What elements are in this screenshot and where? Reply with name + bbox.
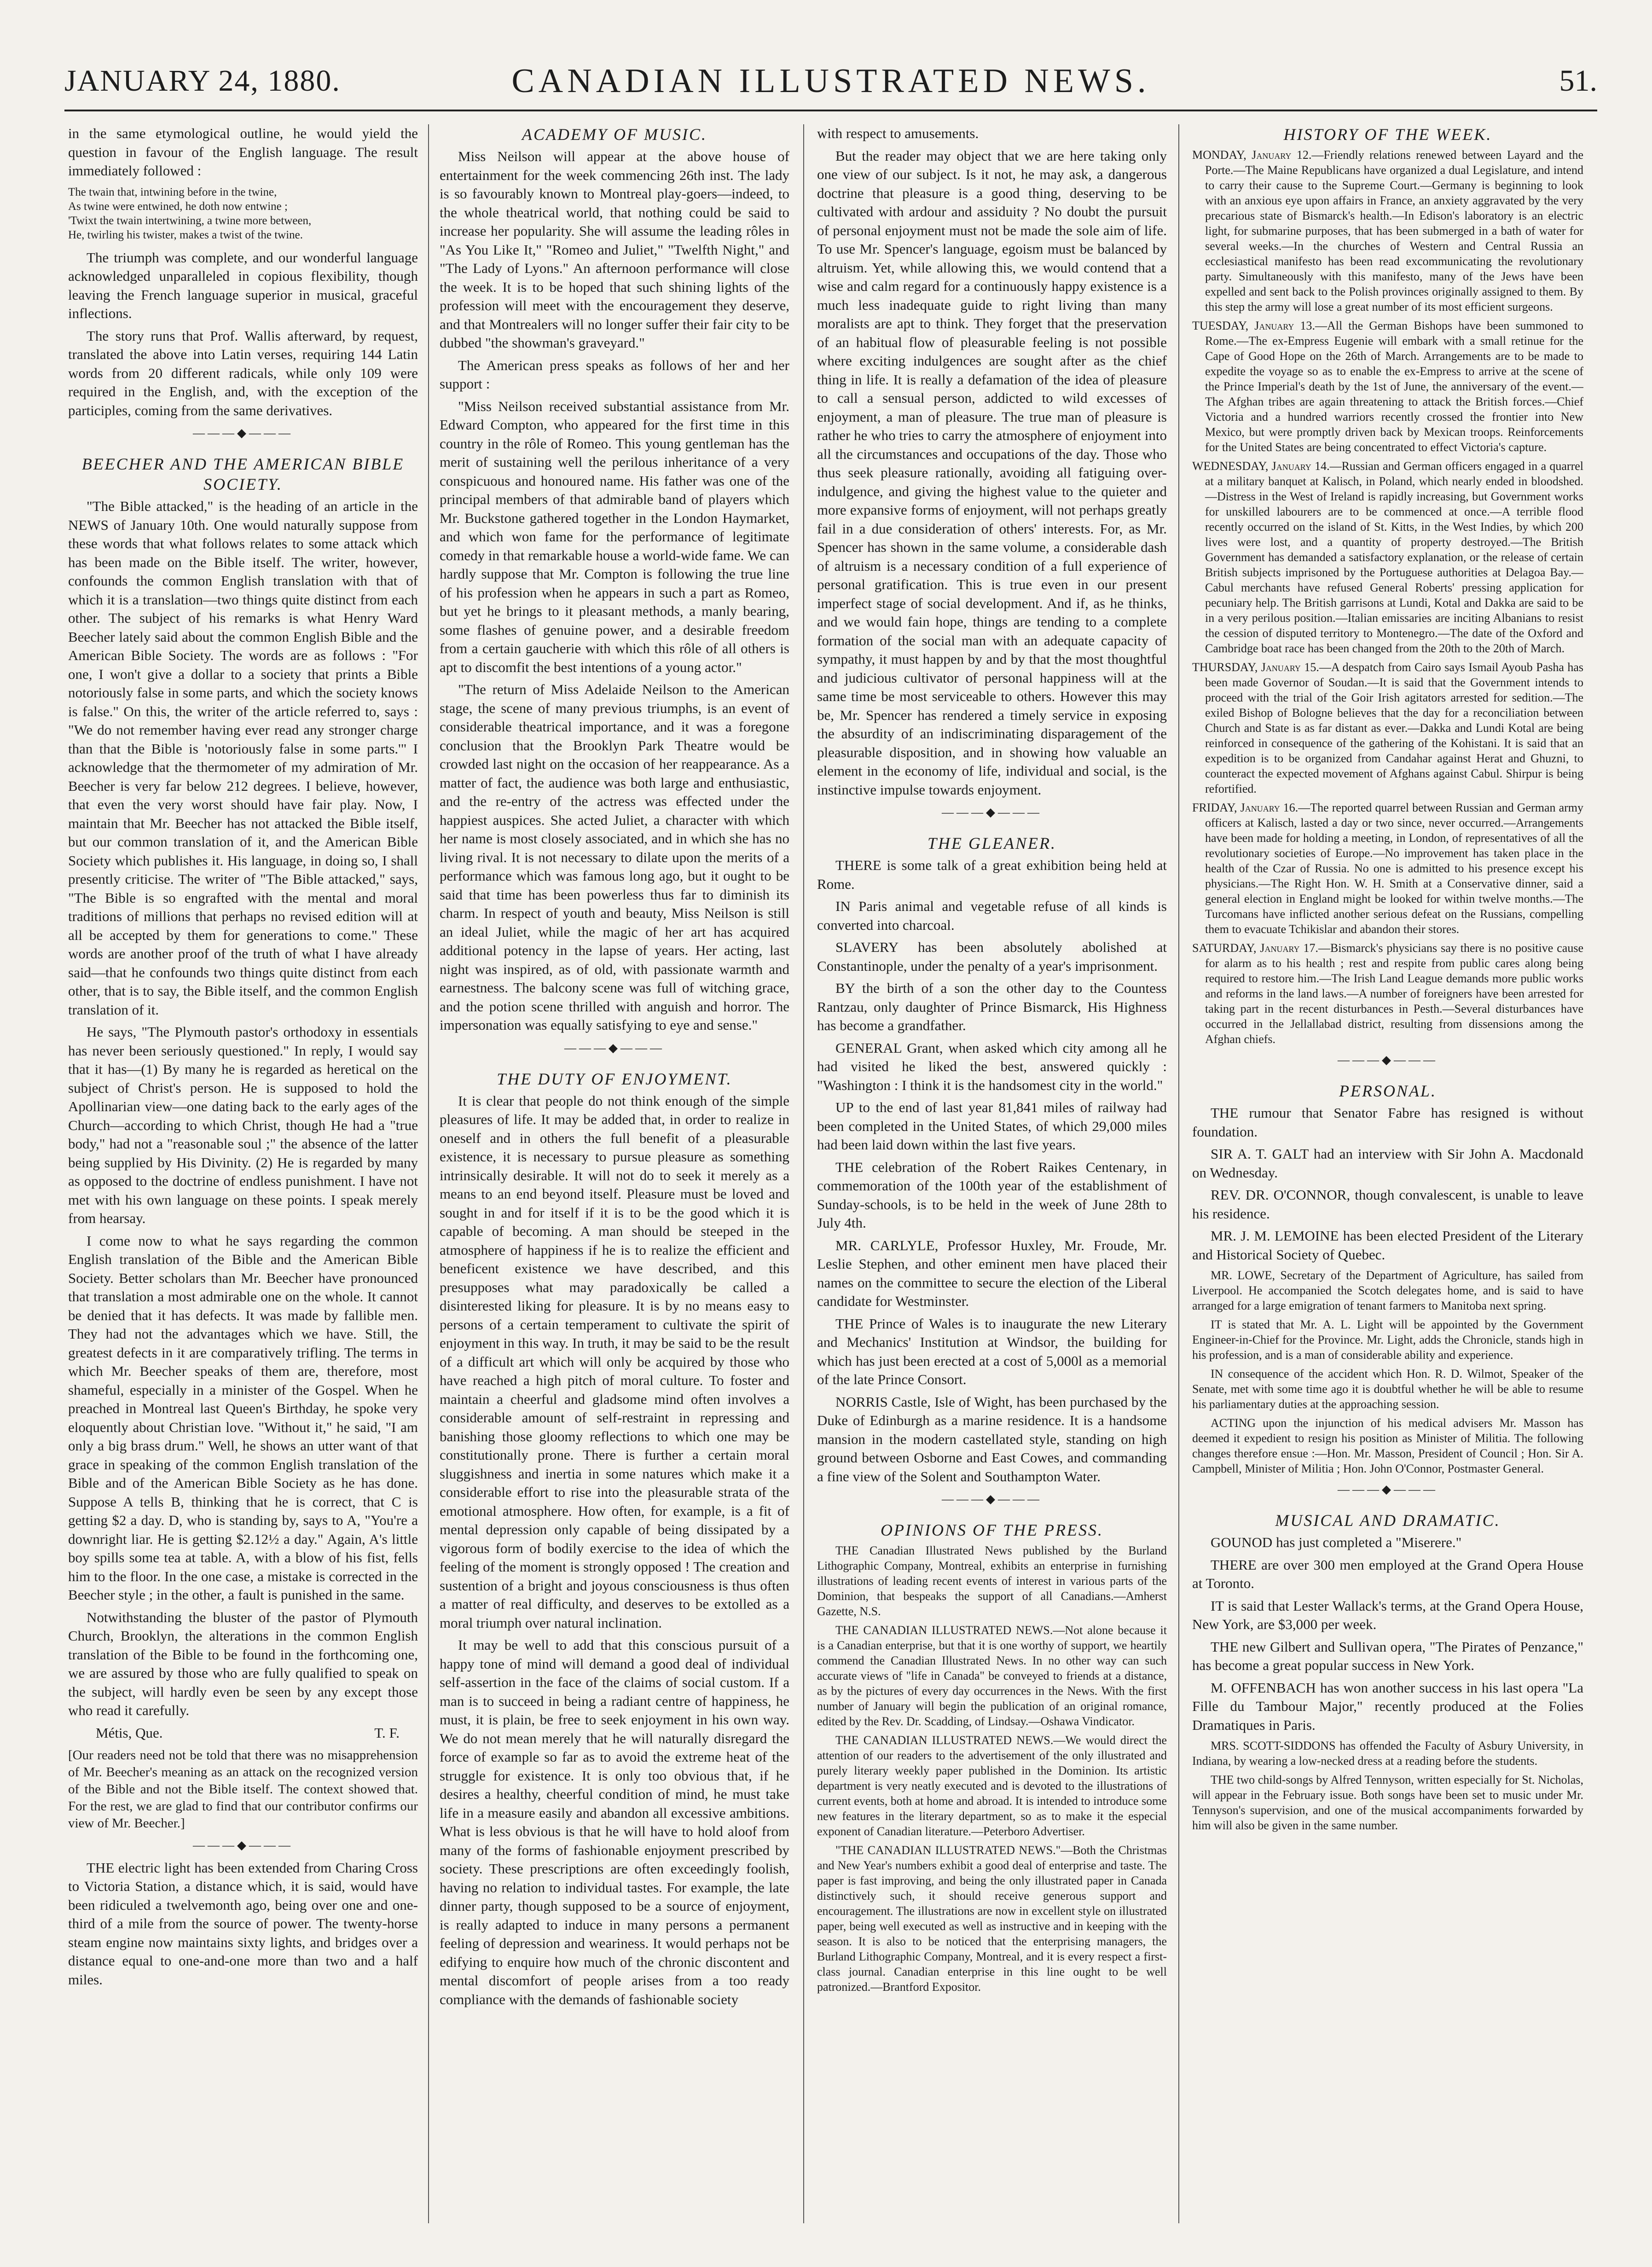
section-heading: BEECHER AND THE AMERICAN BIBLE SOCIETY. [81, 455, 405, 493]
section-heading: ACADEMY OF MUSIC. [522, 125, 707, 144]
gleaner-item: GENERAL Grant, when asked which city among all he had visited he liked the best, answered quickly : "Washington : I think it is the handsomest city in the world." [817, 1039, 1167, 1093]
column-3 [817, 124, 1167, 2232]
history-day: TUESDAY, January 13. [1192, 319, 1315, 332]
paragraph: "The return of Miss Adelaide Neilson to the American stage, the scene of many previous triumphs, is an event of considerable theatrical importance, and it was a foregone conclusion that the Brooklyn Park Theatre would be crowded last night on the occasion of her reappearance. As a matter of fact, the audience was both large and enthusiastic, and the re-entry of the actress was effected under the happiest auspices. She acted Juliet, a character with which her name is most closely associated, and in which she has no living rival. It is not necessary to dilate upon the merits of a performance which was famous long ago, but it ought to be said that time has been powerless thus far to diminish its charm. In respect of youth and beauty, Miss Neilson is still an ideal Juliet, while the magic of her art has acquired additional potency in the lapse of years. Her acting, last night was inspired, as of old, with passionate warmth and earnestness. The balcony scene was full of witching grace, and the potion scene thrilled with anguish and horror. The impersonation was equally satisfying to eye and sense." [440, 681, 789, 1033]
personal-item: MR. J. M. LEMOINE has been elected President of the Literary and Historical Society of Quebec. [1192, 1228, 1583, 1263]
signature-line [68, 1724, 418, 1742]
section-heading: THE GLEANER. [927, 834, 1056, 852]
signature-name: T. F. [374, 1724, 400, 1741]
history-text: —Bismarck's physicians say there is no positive cause for alarm as to his health ; rest and respite from public cares along being required to restore him.—The Irish Land League demands more public works and reforms in the land laws.—A number of foreigners have been arrested for taking part in the recent disturbances in Pesth.—Several disturbances have occurred in the Jellallabad district, resulting from dissensions among the Afghan chiefs. [1205, 941, 1583, 1046]
musical-item: THERE are over 300 men employed at the Grand Opera House at Toronto. [1192, 1556, 1583, 1591]
paragraph: The American press speaks as follows of her and her support : [440, 357, 789, 392]
column-4 [1192, 124, 1583, 2232]
editor-note: [Our readers need not be told that there was no misapprehension of Mr. Beecher's meaning as an attack on the recognized version of the Bible and not the Bible itself. The context showed that. For the rest, we are glad to find that our contributor confirms our view of Mr. Beecher.] [68, 1747, 418, 1831]
section-heading: OPINIONS OF THE PRESS. [881, 1521, 1103, 1539]
section-heading: THE DUTY OF ENJOYMENT. [497, 1069, 732, 1088]
masthead-title: CANADIAN ILLUSTRATED NEWS. [511, 62, 1150, 100]
paragraph: It may be well to add that this conscious pursuit of a happy tone of mind will demand a good deal of individual self-assertion in the face of the claims of social custom. If a man is to succeed in being a radiant centre of happiness, he must, it is plain, be free to seek enjoyment in his own way. We do not mean merely that he will naturally disregard the force of example so far as to avoid the extreme heat of the struggle for existence. It is only too obvious that, if he desires a healthy, cheerful condition of mind, he must take life in a measure easily and abandon all excessive ambitions. What is less obvious is that he will have to hold aloof from many of the forms of fashionable enjoyment prescribed by society. These prescriptions are often exceedingly foolish, having no relation to individual tastes. For example, the late dinner party, though supposed to be a source of enjoyment, is really adapted to induce in many persons a permanent feeling of depression and weariness. It would perhaps not be edifying to enquire how much of the chronic discontent and mental discomfort of people arises from a too ready compliance with the demands of fashionable society [440, 1637, 789, 2007]
personal-item: IN consequence of the accident which Hon. R. D. Wilmot, Speaker of the Senate, met with some time ago it is doubtful whether he will be able to resume his parliamentary duties at the approaching session. [1192, 1367, 1583, 1411]
column-divider [803, 124, 804, 2223]
musical-item: IT is said that Lester Wallack's terms, at the Grand Opera House, New York, are $3,000 per week. [1192, 1597, 1583, 1632]
history-text: —All the German Bishops have been summoned to Rome.—The ex-Empress Eugenie will embark with a small retinue for the Cape of Good Hope on the 26th of March. Arrangements are to be made to expedite the voyage so as to enable the ex-Empress to arrive at the scene of the Prince Imperial's death by the 1st of June, the anniversary of the event.—The Afghan tribes are again threatening to attack the British forces.—Chief Victoria and a hundred warriors recently crossed the frontier into New Mexico, but were promptly driven back by Mexican troops. Reinforcements for the United States are being concentrated to effect Victoria's capture. [1205, 319, 1583, 454]
ornament-divider: ———◆——— [1338, 1483, 1438, 1496]
history-entry [1192, 458, 1583, 656]
paragraph: He says, "The Plymouth pastor's orthodoxy in essentials has never been seriously questioned." In reply, I would say that it has—(1) By many he is regarded as heretical on the subject of Christ's person. He is supposed to hold the Apollinarian view—one dating back to the early ages of the Church—according to which Christ, though He had a "true body," had not a "reasonable soul ;" the absence of the latter being supplied by His Divinity. (2) He is regarded by many as opposed to the doctrine of endless punishment. I have not met with his own language on these points. I speak merely from hearsay. [68, 1024, 418, 1226]
musical-item: THE new Gilbert and Sullivan opera, "The Pirates of Penzance," has become a great popular success in New York. [1192, 1638, 1583, 1673]
signature-place: Métis, Que. [96, 1724, 163, 1741]
paragraph: THE electric light has been extended from Charing Cross to Victoria Station, a distance which, it is said, would have been ridiculed a twelvemonth ago, being over one and one-third of a mile from the source of power. The twenty-horse steam engine now maintains sixty lights, and bridges over a distance equal to one-and-one more than two and a half miles. [68, 1859, 418, 1988]
musical-item: GOUNOD has just completed a "Miserere." [1211, 1534, 1462, 1550]
history-day: FRIDAY, January 16. [1192, 801, 1298, 814]
verse-line: The twain that, intwining before in the twine, [68, 186, 277, 198]
paragraph: I come now to what he says regarding the common English translation of the Bible and the American Bible Society. Better scholars than Mr. Beecher have pronounced that translation a most admirable one on the whole. It cannot be denied that it has defects. It was made by fallible men. They had not the advantages which we have. Still, the greatest defects in it are comparatively trifling. The terms in which Mr. Beecher speaks of them are, therefore, most shameful, especially in a minister of the Gospel. When he preached in Montreal last Queen's Birthday, he spoke very eloquently about Christian love. "Without it," he said, "I am only a big brass drum." Well, he shows an utter want of that grace in speaking of the common English translation of the Bible and of the American Bible Society as he has done. Suppose A tells B, thinking that he is correct, that C is getting $2 a day. D, who is standing by, says to A, "You're a downright liar. He is getting $2.12½ a day." Again, A's little boy spills some tea at table. A, with a blow of his fist, fells him to the floor. In the one case, a mistake is corrected in the Beecher style ; in the other, a fault is punished in the same. [68, 1232, 418, 1603]
personal-item: IT is stated that Mr. A. L. Light will be appointed by the Government Engineer-in-Chief for the Province. Mr. Light, adds the Chronicle, stands high in his profession, and is a man of considerable ability and experience. [1192, 1318, 1583, 1362]
gleaner-item: THE Prince of Wales is to inaugurate the new Literary and Mechanics' Institution at Windsor, the building for which has just been erected at a cost of 5,000l as a memorial of the late Prince Consort. [817, 1315, 1167, 1387]
header-rule [64, 110, 1597, 111]
musical-item: THE two child-songs by Alfred Tennyson, written especially for St. Nicholas, will appear in the February issue. Both songs have been set to music under Mr. Tennyson's supervision, and one of the musical accompaniments forwarded by him will also be given in the same number. [1192, 1773, 1583, 1832]
paragraph: The story runs that Prof. Wallis afterward, by request, translated the above into Latin verses, requiring 144 Latin words from 20 different radicals, while only 109 were required in the English, and, with the exception of the participles, coming from the same derivatives. [68, 327, 418, 418]
ornament-divider: ———◆——— [942, 1492, 1042, 1506]
verse [68, 185, 418, 242]
paragraph: in the same etymological outline, he would yield the question in favour of the English language. The result immediately followed : [68, 125, 418, 179]
gleaner-item: BY the birth of a son the other day to the Countess Rantzau, only daughter of Prince Bismarck, His Highness has become a grandfather. [817, 980, 1167, 1033]
verse-line: As twine were entwined, he doth now entwine ; [68, 200, 288, 213]
section-heading: HISTORY OF THE WEEK. [1283, 125, 1492, 144]
press-opinion: THE CANADIAN ILLUSTRATED NEWS.—Not alone because it is a Canadian enterprise, but that it is one worthy of support, we heartily commend the Canadian Illustrated News. In no other way can such accurate views of "life in Canada" be conveyed to friends at a distance, as by the pictures of every day occurrences in the News. With the first number of January will begin the publication of an original romance, edited by the Rev. Dr. Scadding, of Lindsay.—Oshawa Vindicator. [817, 1623, 1167, 1728]
paragraph: with respect to amusements. [817, 125, 979, 141]
paragraph: "Miss Neilson received substantial assistance from Mr. Edward Compton, who appeared for the first time in this country in the rôle of Romeo. This young gentleman has the merit of sustaining well the perilous inheritance of a very conspicuous and honoured name. His father was one of the principal members of that admirable band of players which Mr. Buckstone gathered together in the London Haymarket, and which won fame for the performance of legitimate comedy in that remarkable house a world-wide fame. We can hardly suppose that Mr. Compton is following the true line of his profession when he appears in such a part as Romeo, but yet he brings to it pleasant methods, a manly bearing, some flashes of genuine power, and a desirable freedom from a certain gaucherie with which this rôle of all others is apt to discomfit the best intentions of a young actor." [440, 398, 789, 675]
column-1 [68, 124, 418, 2232]
history-day: SATURDAY, January 17. [1192, 941, 1318, 955]
history-text: —Russian and German officers engaged in a quarrel at a military banquet at Kalisch, in Poland, which nearly ended in bloodshed.—Distress in the West of Ireland is rapidly increasing, but Government works for unskilled labourers are to be commenced at once.—A terrible flood recently occurred on the island of St. Kitts, in the West Indies, by which 200 lives were lost, and a quantity of property destroyed.—The British Government has demanded a satisfactory explanation, or the release of certain British subjects imprisoned by the Portuguese authorities at Delagoa Bay.—Cabul merchants have refused General Roberts' pressing application for pecuniary help. The British garrisons at Lundi, Kotal and Dakka are said to be in a very perilous position.—Italian emissaries are inciting Albanians to resist the cession of disputed territory to Montenegro.—The date of the Oxford and Cambridge boat race has been changed from the 20th to the 20th of March. [1205, 459, 1583, 655]
gleaner-item: SLAVERY has been absolutely abolished at Constantinople, under the penalty of a year's imprisonment. [817, 939, 1167, 974]
musical-item: MRS. SCOTT-SIDDONS has offended the Faculty of Asbury University, in Indiana, by wearing a low-necked dress at a reading before the students. [1192, 1739, 1583, 1768]
ornament-divider: ———◆——— [1338, 1053, 1438, 1067]
column-divider [1178, 124, 1179, 2223]
history-entry [1192, 800, 1583, 937]
paragraph: But the reader may object that we are here taking only one view of our subject. Is it not, he may ask, a dangerous doctrine that pleasure is a good thing, deserving to be cultivated with ardour and assiduity ? No doubt the pursuit of personal enjoyment must not be made the sole aim of life. To use Mr. Spencer's language, egoism must be balanced by altruism. Yet, while allowing this, we would contend that a wise and calm regard for a continuously happy existence is a much less inadequate guide to right living than many moralists are apt to think. They forget that the preservation of an habitual flow of pleasurable feeling is not possible where exciting indulgences are sought after as the chief thing in life. It is really a defamation of the idea of pleasure to call a sensual person, addicted to wild excesses of enjoyment, a man of pleasure. The true man of pleasure is rather he who tries to carry the atmosphere of enjoyment into all the circumstances and occupations of the day. Those who thus seek pleasure rationally, avoiding all fatiguing over-indulgence, and giving the highest value to the quieter and more expansive forms of enjoyment, will not perhaps greatly fail in a due consideration of others' interests. For, as Mr. Spencer has shown in the same volume, a considerable dash of altruism is a necessary condition of a full experience of personal gratification. This is true even in our present imperfect stage of social development. And if, as he thinks, and we would fain hope, things are tending to a complete formation of the social man with an adequate capacity of sympathy, it must happen by and by that the most thoughtful and judicious cultivator of personal happiness will at the same time be most serviceable to others. However this may be, Mr. Spencer has rendered a timely service in exposing the absurdity of an indiscriminating disparagement of the pleasurable disposition, and in showing how valuable an element in the economy of life, individual and social, is the instinctive impulse towards enjoyment. [817, 147, 1167, 798]
press-opinion: THE CANADIAN ILLUSTRATED NEWS.—We would direct the attention of our readers to the advertisement of the only illustrated and purely literary weekly paper published in the Dominion. Its artistic department is very neatly executed and is devoted to the illustrations of current events, both at home and abroad. It is intended to introduce some new features in the literary department, so as to make it the especial exponent of Canadian literature.—Peterboro Advertiser. [817, 1734, 1167, 1838]
column-divider [428, 124, 429, 2223]
verse-line: 'Twixt the twain intertwining, a twine more between, [68, 214, 312, 227]
ornament-divider: ———◆——— [193, 1838, 293, 1852]
history-entry [1192, 940, 1583, 1047]
musical-item: M. OFFENBACH has won another success in his last opera "La Fille du Tambour Major," recently produced at the Folies Dramatiques in Paris. [1192, 1679, 1583, 1733]
paragraph: The triumph was complete, and our wonderful language acknowledged unparalleled in copious flexibility, though leaving the French language superior in musical, graceful inflections. [68, 249, 418, 321]
paragraph: "The Bible attacked," is the heading of an article in the NEWS of January 10th. One would naturally suppose from these words that what follows relates to some attack which has been made on the Bible itself. The writer, however, confounds the common English translation with that of which it is a translation—two things quite distinct from each other. The subject of his remarks is what Henry Ward Beecher lately said about the common English Bible and the American Bible Society. The words are as follows : "For one, I won't give a dollar to a society that prints a Bible notoriously false in some parts, and which the society knows is false." On this, the writer of the article referred to, says : "We do not remember having ever read any stronger charge than that the Bible is 'notoriously false in some parts.'" I acknowledge that the thermometer of my admiration of Mr. Beecher is very far below 212 degrees. I believe, however, that even the very worst should have fair play. Now, I maintain that Mr. Beecher has not attacked the Bible itself, but our common translation of it, and the American Bible Society which publishes it. His language, in doing so, I shall presently criticise. The writer of "The Bible attacked," says, "The Bible is so engrafted with the mental and moral traditions of millions that perhaps no revised edition will at all be accepted by them for generations to come." These words are another proof of the truth of what I have already said—that he confounds two things quite distinct from each other, that is to say, the Bible itself, and the common English translation of it. [68, 498, 418, 1018]
page-header [64, 55, 1597, 110]
gleaner-item: MR. CARLYLE, Professor Huxley, Mr. Froude, Mr. Leslie Stephen, and other eminent men have placed their names on the committee to secure the election of the Liberal candidate for Westminster. [817, 1237, 1167, 1309]
issue-date: JANUARY 24, 1880. [64, 64, 341, 98]
history-text: —Friendly relations renewed between Layard and the Porte.—The Maine Republicans have organized a dual Legislature, and intend to carry their cause to the Supreme Court.—Germany is beginning to look with an anxious eye upon affairs in France, an anxiety aggravated by the very precarious state of Bismarck's health.—In Edison's laboratory is an electric light, for submarine purposes, that has been submerged in a bath of water for several weeks.—In the churches of Western and Central Russia an ecclesiastical manifesto has been read excommunicating the revolutionary party. Simultaneously with this manifesto, many of the Jews have been expelled and sent back to the Polish provinces originally assigned to them. By this step the army will lose a great number of its most efficient surgeons. [1205, 148, 1583, 313]
history-day: THURSDAY, January 15. [1192, 661, 1319, 674]
column-2 [440, 124, 789, 2232]
history-entry [1192, 147, 1583, 314]
press-opinion: THE Canadian Illustrated News published by the Burland Lithographic Company, Montreal, exhibits an enterprise in furnishing illustrations of leading recent events of interest in various parts of the Dominion, that bespeaks the support of all Canadians.—Amherst Gazette, N.S. [817, 1544, 1167, 1618]
paragraph: Notwithstanding the bluster of the pastor of Plymouth Church, Brooklyn, the alterations in the common English translation of the Bible to be found in the forthcoming one, we are assured by those who are fully qualified to speak on the subject, will hardly even be seen by any except those who read it carefully. [68, 1609, 418, 1718]
section-heading: MUSICAL AND DRAMATIC. [1275, 1511, 1501, 1530]
gleaner-item: THERE is some talk of a great exhibition being held at Rome. [817, 857, 1167, 892]
verse-line: He, twirling his twister, makes a twist of the twine. [68, 228, 303, 241]
ornament-divider: ———◆——— [564, 1041, 665, 1055]
ornament-divider: ———◆——— [193, 426, 293, 440]
history-day: MONDAY, January 12. [1192, 148, 1312, 162]
personal-item: REV. DR. O'CONNOR, though convalescent, is unable to leave his residence. [1192, 1187, 1583, 1222]
gleaner-item: THE celebration of the Robert Raikes Centenary, in commemoration of the 100th year of the establishment of Sunday-schools, is to be held in the week of June 28th to July 4th. [817, 1159, 1167, 1231]
history-day: WEDNESDAY, January 14. [1192, 459, 1330, 473]
ornament-divider: ———◆——— [942, 806, 1042, 819]
history-entry [1192, 318, 1583, 455]
paragraph: Miss Neilson will appear at the above house of entertainment for the week commencing 26th inst. The lady is so favourably known to Montreal play-goers—indeed, to the whole theatrical world, that nothing could be said to increase her popularity. She will assume the leading rôles in "As You Like It," "Romeo and Juliet," "Twelfth Night," and "The Lady of Lyons." An afternoon performance will close the week. It is to be hoped that such shining lights of the profession will meet with the encouragement they deserve, and that Montrealers will no longer suffer their fair city to be dubbed "the showman's graveyard." [440, 148, 789, 351]
section-heading: PERSONAL. [1339, 1082, 1437, 1100]
history-of-week [1192, 147, 1583, 1047]
history-entry [1192, 660, 1583, 796]
history-text: —A despatch from Cairo says Ismail Ayoub Pasha has been made Governor of Soudan.—It is said that the Government intends to proceed with the trial of the Goir Irish agitators arrested for sedition.—The exiled Bishop of Bologne believes that the day for a reconciliation between Church and State is as far distant as ever.—Dakka and Lundi Kotal are being reinforced in consequence of the gathering of the Kohistani. It is said that an expedition is to be organized from Candahar against Herat and Ghuzni, to counteract the expected movement of Afghans against Cabul. Shirpur is being refortified. [1205, 661, 1583, 795]
gleaner-item: IN Paris animal and vegetable refuse of all kinds is converted into charcoal. [817, 898, 1167, 933]
paragraph: It is clear that people do not think enough of the simple pleasures of life. It may be added that, in order to realize in oneself and in others the full benefit of a pleasurable existence, it is necessary to pursue pleasure as something intrinsically desirable. It will not do to seek it merely as a means to an end beyond itself. Pleasure must be loved and sought in and for itself if it is to be the good which it is capable of becoming. A man should be steeped in the atmosphere of happiness if he is to realize the efficient and beneficent existence we have described, and this presupposes what may paradoxically be called a disinterested liking for pleasure. It is by no means easy to persons of a certain temperament to cultivate the spirit of enjoyment in this way. In truth, it may be said to be the result of a difficult art which will only be acquired by those who have reached a high pitch of moral culture. To foster and maintain a cheerful and gladsome mind often involves a considerable amount of self-restraint in repressing and banishing those gloomy reflections to which one may be constitutionally prone. There is further a certain moral sluggishness and inertia in some natures which make it a considerable effort to rise into the pleasurable strata of the emotional atmosphere. How often, for example, is a fit of mental depression only capable of being dissipated by a vigorous form of bodily exercise to the idea of which the feeling of the moment is strongly opposed ! The creation and sustention of a bright and joyous consciousness is thus often a matter of real difficulty, and deserves to be extolled as a moral triumph over natural inclination. [440, 1092, 789, 1631]
page-number: 51. [1559, 64, 1597, 98]
personal-item: MR. LOWE, Secretary of the Department of Agriculture, has sailed from Liverpool. He accompanied the Scotch delegates home, and is said to have arranged for a large emigration of tenant farmers to Manitoba next spring. [1192, 1269, 1583, 1312]
press-opinion: "THE CANADIAN ILLUSTRATED NEWS."—Both the Christmas and New Year's numbers exhibit a good deal of enterprise and taste. The paper is fast improving, and being the only illustrated paper in Canada distinctively such, it should receive generous support and encouragement. The illustrations are now in excellent style on illustrated paper, being well executed as well as instructive and in keeping with the season. It is also to be noticed that the enterprising managers, the Burland Lithographic Company, Montreal, and it is every respect a first-class journal. Canadian enterprise in this line ought to be well patronized.—Brantford Expositor. [817, 1844, 1167, 1994]
gleaner-item: UP to the end of last year 81,841 miles of railway had been completed in the United States, of which 29,000 miles had been laid down within the last five years. [817, 1099, 1167, 1153]
gleaner-item: NORRIS Castle, Isle of Wight, has been purchased by the Duke of Edinburgh as a marine residence. It is a handsome mansion in the modern castellated style, standing on high ground between Osborne and East Cowes, and commanding a fine view of the Solent and Southampton Water. [817, 1393, 1167, 1484]
personal-item: ACTING upon the injunction of his medical advisers Mr. Masson has deemed it expedient to resign his position as Minister of Militia. The following changes therefore ensue :—Hon. Mr. Masson, President of Council ; Hon. Sir A. Campbell, Minister of Militia ; Hon. John O'Connor, Postmaster General. [1192, 1416, 1583, 1475]
personal-item: THE rumour that Senator Fabre has resigned is without foundation. [1192, 1105, 1583, 1140]
personal-item: SIR A. T. GALT had an interview with Sir John A. Macdonald on Wednesday. [1192, 1146, 1583, 1181]
history-text: —The reported quarrel between Russian and German army officers at Kalisch, lasted a day or two since, never occurred.—Arrangements have been made for holding a meeting, in London, of representatives of all the revolutionary societies of Europe.—No improvement has taken place in the health of the Czar of Russia. No one is admitted to his presence except his physicians.—The Right Hon. W. H. Smith at a Conservative dinner, said a general election in England might be looked for within twelve months.—The Turcomans have inflicted another serious defeat on the Russians, compelling them to evacuate Tchikislar and abandon their stores. [1205, 801, 1583, 936]
